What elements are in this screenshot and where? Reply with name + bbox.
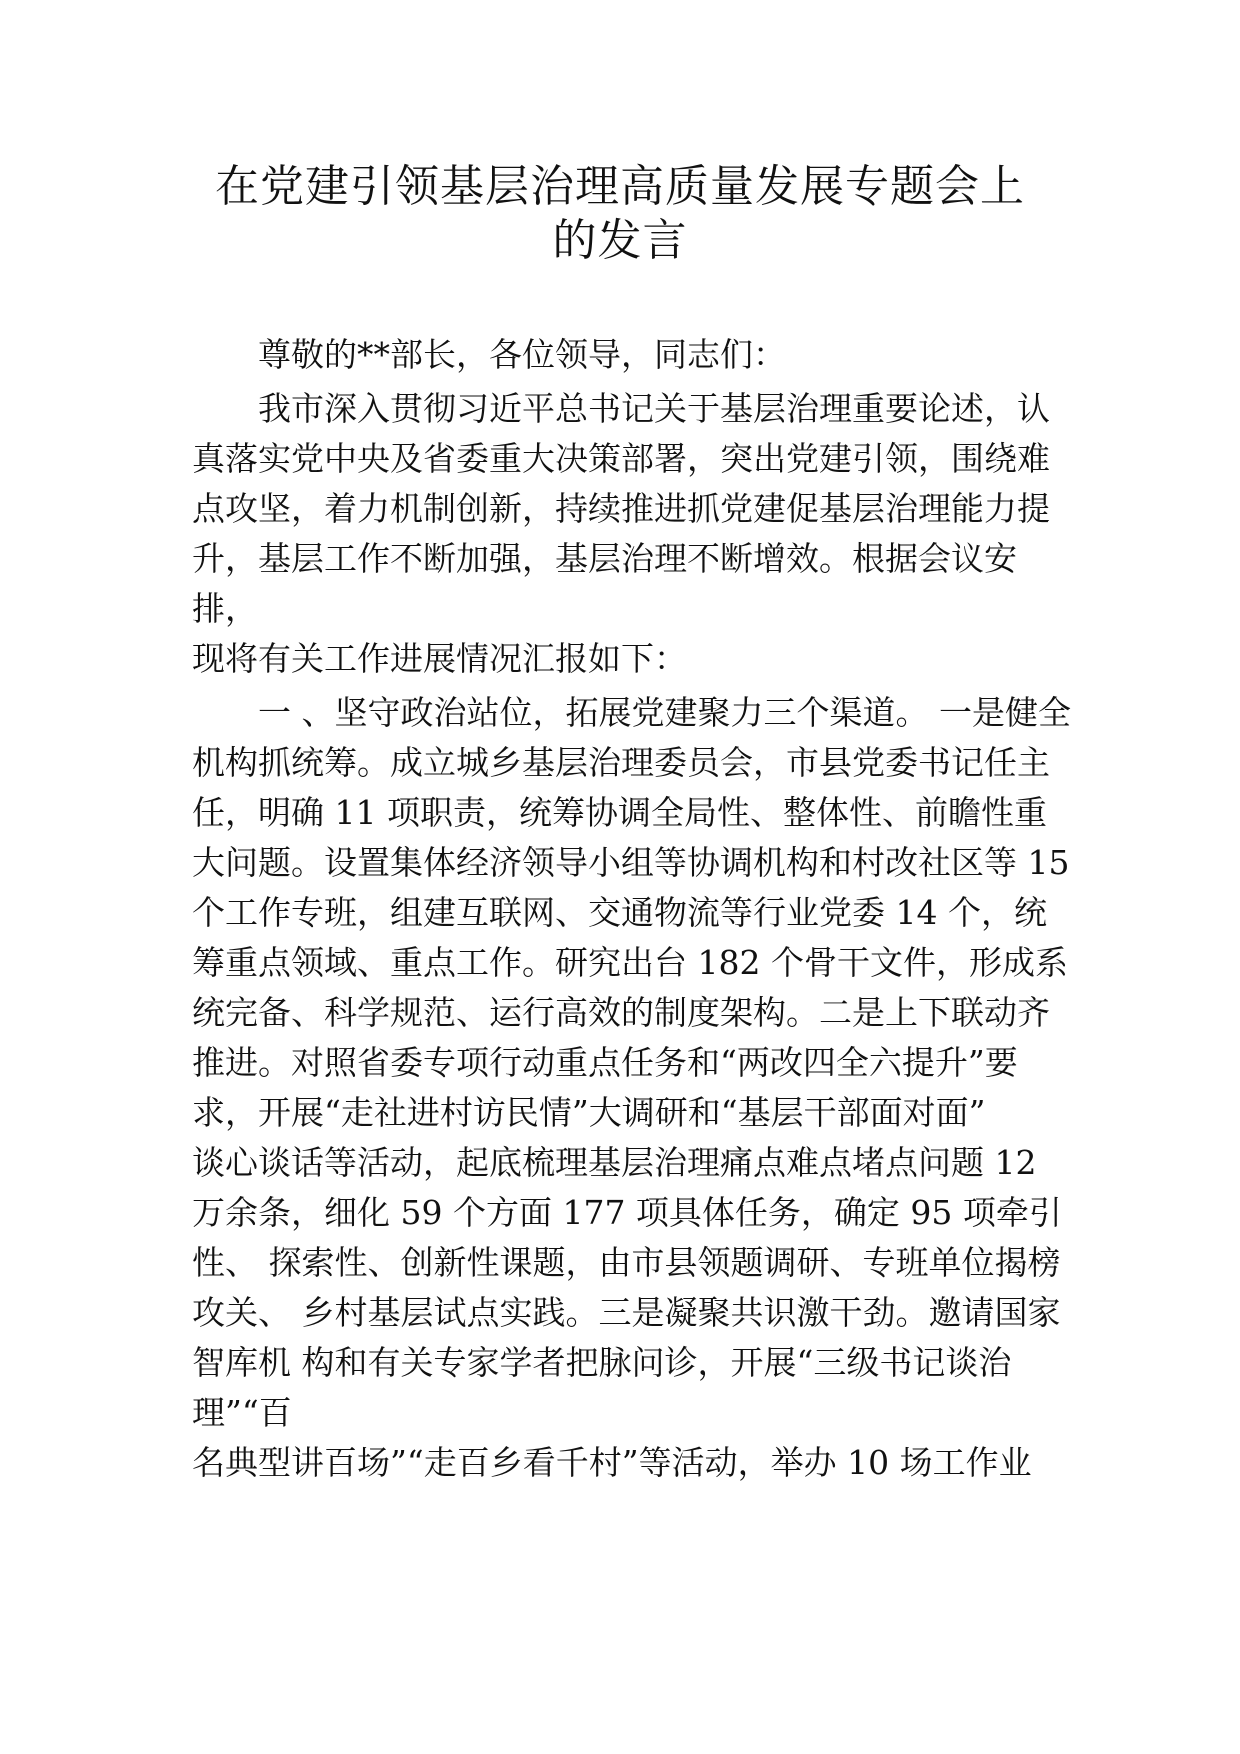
body-line: 真落实党中央及省委重大决策部署，突出党建引领，围绕难 <box>192 439 1050 478</box>
document-title <box>160 160 1080 268</box>
title-line: 的发言 <box>552 215 688 266</box>
body-line: 任，明确 11 项职责，统筹协调全局性、整体性、前瞻性重 <box>192 793 1047 832</box>
body-line: 智库机 构和有关专家学者把脉问诊，开展“三级书记谈治 <box>192 1343 1012 1382</box>
body-line: 筹重点领域、重点工作。研究出台 182 个骨干文件，形成系 <box>192 943 1068 982</box>
salutation: 尊敬的**部长，各位领导，同志们： <box>258 335 786 374</box>
body-line: 推进。对照省委专项行动重点任务和“两改四全六提升”要 <box>192 1043 1018 1082</box>
section-heading-line: 一 、坚守政治站位，拓展党建聚力三个渠道。 一是健全 <box>258 693 1071 732</box>
body-line: 升，基层工作不断加强，基层治理不断增效。根据会议安 <box>192 539 1017 578</box>
body-line: 名典型讲百场”“走百乡看千村”等活动，举办 10 场工作业 <box>192 1443 1032 1482</box>
document-body <box>192 330 1092 1488</box>
body-line: 现将有关工作进展情况汇报如下： <box>192 639 687 678</box>
body-line: 性、 探索性、创新性课题，由市县领题调研、专班单位揭榜 <box>192 1243 1061 1282</box>
body-line: 求，开展“走社进村访民情”大调研和“基层干部面对面” <box>192 1093 986 1132</box>
body-line: 谈心谈话等活动，起底梳理基层治理痛点难点堵点问题 12 <box>192 1143 1037 1182</box>
body-line: 机构抓统筹。成立城乡基层治理委员会，市县党委书记任主 <box>192 743 1050 782</box>
body-line: 万余条，细化 59 个方面 177 项具体任务，确定 95 项牵引 <box>192 1193 1062 1232</box>
body-line: 排， <box>192 589 258 628</box>
body-line: 点攻坚，着力机制创新，持续推进抓党建促基层治理能力提 <box>192 489 1050 528</box>
body-line: 统完备、科学规范、运行高效的制度架构。二是上下联动齐 <box>192 993 1050 1032</box>
title-line: 在党建引领基层治理高质量发展专题会上 <box>215 161 1025 212</box>
body-line: 理”“百 <box>192 1393 292 1432</box>
body-line: 大问题。设置集体经济领导小组等协调机构和村改社区等 15 <box>192 843 1070 882</box>
body-line: 我市深入贯彻习近平总书记关于基层治理重要论述，认 <box>258 389 1050 428</box>
body-line: 攻关、 乡村基层试点实践。三是凝聚共识激干劲。邀请国家 <box>192 1293 1061 1332</box>
body-line: 个工作专班，组建互联网、交通物流等行业党委 14 个，统 <box>192 893 1047 932</box>
